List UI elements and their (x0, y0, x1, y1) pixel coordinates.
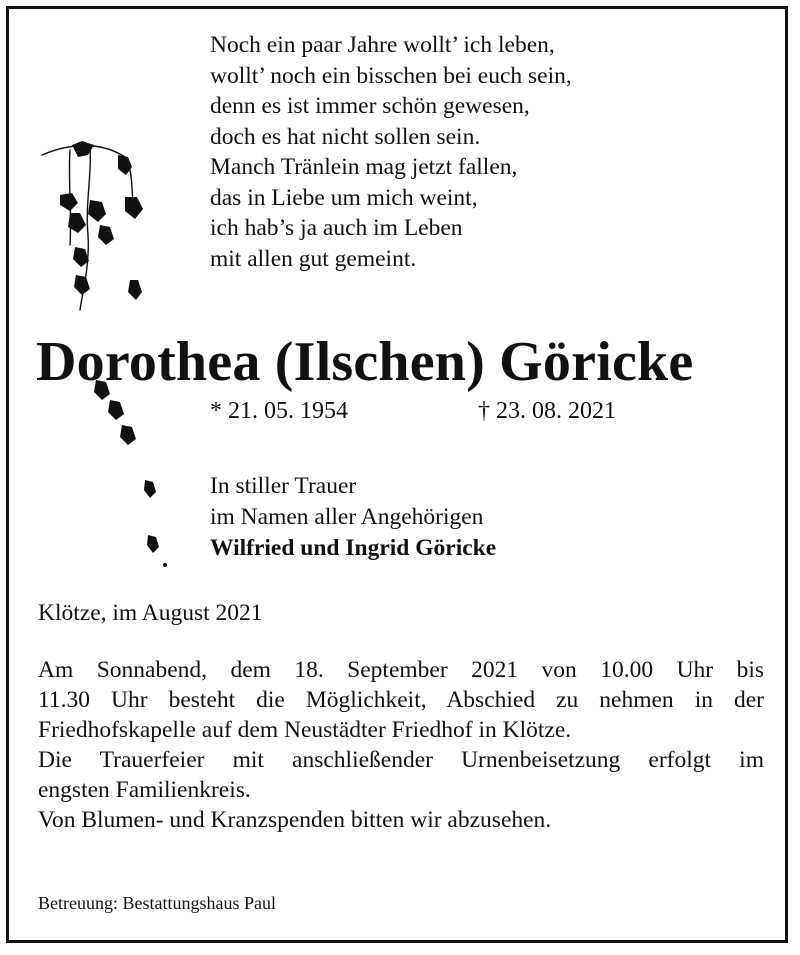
mourners-block (210, 471, 496, 564)
mourner-names: Wilfried und Ingrid Göricke (210, 535, 497, 561)
birth-date: * 21. 05. 1954 (210, 398, 348, 424)
mourning-line: im Namen aller Angehörigen (210, 504, 484, 530)
notice-line: Am Sonnabend, dem 18. September 2021 von 10.00 Uhr bis (38, 657, 764, 683)
notice-line: Von Blumen- und Kranzspenden bitten wir abzusehen. (38, 807, 552, 833)
poem-line: Noch ein paar Jahre wollt’ ich leben, (210, 32, 555, 58)
poem-line: doch es hat nicht sollen sein. (210, 123, 481, 150)
deceased-name: Dorothea (Ilschen) Göricke (36, 331, 694, 393)
poem-line: Manch Tränlein mag jetzt fallen, (210, 154, 518, 180)
mourning-line: In stiller Trauer (210, 473, 357, 499)
poem-line: denn es ist immer schön gewesen, (210, 93, 530, 119)
funeral-notice (38, 655, 764, 835)
notice-line: Friedhofskapelle auf dem Neustädter Friedhof in Klötze. (38, 717, 572, 743)
poem-line: wollt’ noch ein bisschen bei euch sein, (210, 62, 572, 89)
notice-line: engsten Familienkreis. (38, 777, 251, 803)
poem-line: ich hab’s ja auch im Leben (210, 215, 463, 241)
notice-line: Die Trauerfeier mit anschließender Urnenbeisetzung erfolgt im (38, 747, 764, 773)
poem-line: mit allen gut gemeint. (210, 245, 417, 272)
funeral-home-credit: Betreuung: Bestattungshaus Paul (38, 893, 276, 913)
poem (210, 30, 572, 274)
death-date: † 23. 08. 2021 (478, 398, 616, 424)
poem-line: das in Liebe um mich weint, (210, 184, 478, 211)
notice-line: 11.30 Uhr besteht die Möglichkeit, Abschied zu nehmen in der (38, 687, 764, 713)
place-date: Klötze, im August 2021 (38, 600, 263, 626)
